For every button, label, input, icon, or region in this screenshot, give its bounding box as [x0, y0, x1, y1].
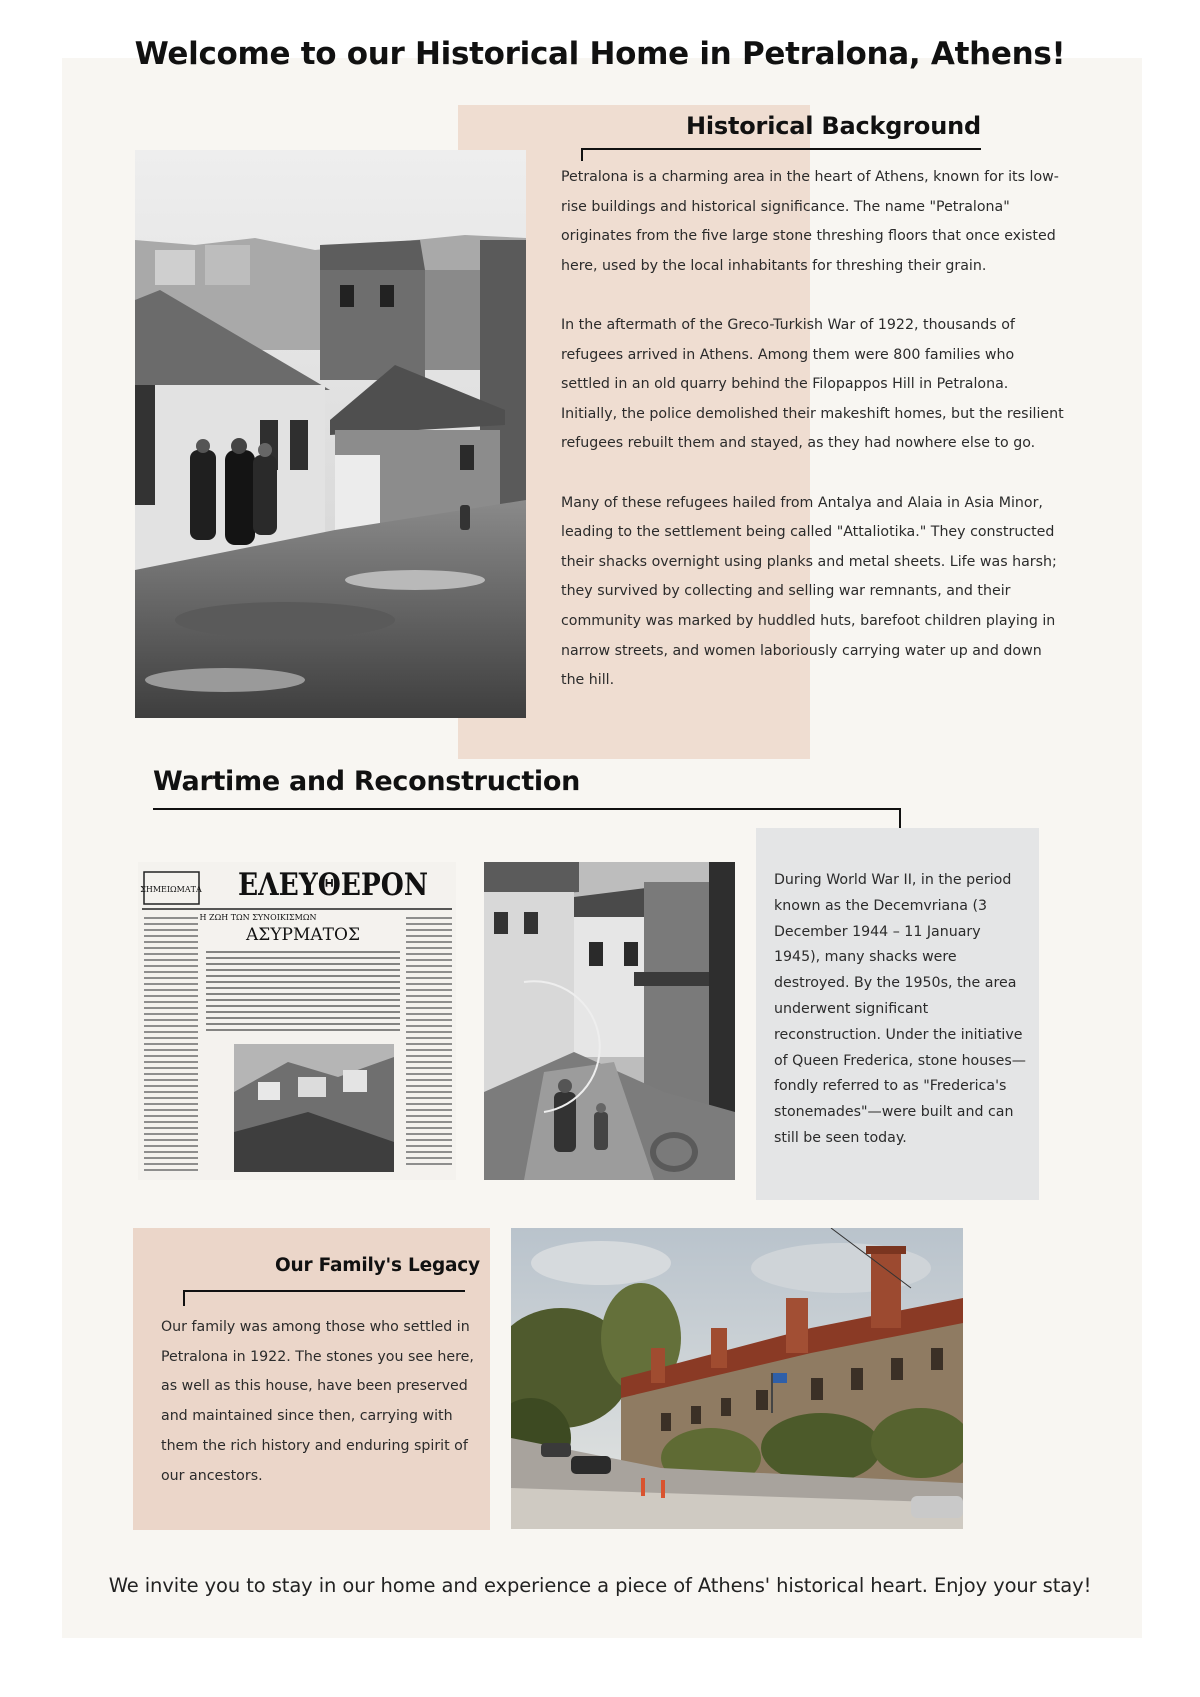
modern-street-photo — [511, 1228, 963, 1529]
wartime-heading-rule — [153, 808, 901, 810]
historical-village-photo — [135, 150, 526, 718]
historical-heading-rule — [581, 148, 981, 150]
historical-paragraph-2: In the aftermath of the Greco-Turkish War of 1922, thousands of refugees arrived in Athens. Among them were 800 families who settled in an old quarry behind the Filopappos Hill in Petralona. Initially, the police demolished their makeshift homes, but the resilient refugees rebuilt them and stayed, as they had nowhere else to go. — [561, 316, 1064, 452]
historical-paragraph-1: Petralona is a charming area in the heart of Athens, known for its low-rise buildings and historical significance. The name "Petralona" originates from the five large stone threshing floors that once existed here, used by the local inhabitants for threshing their grain. — [561, 169, 1059, 274]
newspaper-side-label: ΣΗΜΕΙΩΜΑΤΑ — [140, 885, 202, 894]
newspaper-headline: ΑΣΥΡΜΑΤΟΣ — [246, 925, 360, 945]
legacy-heading: Our Family's Legacy — [275, 1255, 480, 1276]
closing-message: We invite you to stay in our home and experience a piece of Athens' historical heart. Enjoy your stay! — [108, 1574, 1092, 1597]
wartime-heading: Wartime and Reconstruction — [153, 766, 581, 797]
newspaper-clipping — [138, 862, 456, 1180]
newspaper-subhead: Η ΖΩΗ ΤΩΝ ΣΥΝΟΙΚΙΣΜΩΝ — [199, 913, 317, 922]
wartime-text: During World War II, in the period known as the Decemvriana (3 December 1944 – 11 January 1945), many shacks were destroyed. By the 1950s, the area underwent significant reconstruction. Under the initiative of Queen Frederica, stone houses—fondly referred to as "Frederica's stonemades"—were built and can still be seen today. — [774, 872, 1026, 1146]
wartime-street-photo — [484, 862, 735, 1180]
historical-text — [561, 163, 1066, 696]
legacy-heading-rule — [183, 1290, 465, 1292]
historical-paragraph-3: Many of these refugees hailed from Antalya and Alaia in Asia Minor, leading to the settlement being called "Attaliotika." They constructed their shacks overnight using planks and metal sheets. Life was harsh; they survived by collecting and selling war remnants, and their community was marked by huddled huts, barefoot children playing in narrow streets, and women laboriously carrying water up and down the hill. — [561, 494, 1057, 689]
legacy-heading-tick — [183, 1290, 185, 1306]
historical-heading-tick — [581, 148, 583, 161]
legacy-text: Our family was among those who settled in Petralona in 1922. The stones you see here, as well as this house, have been preserved and maintained since then, carrying with them the rich history and enduring spirit of our ancestors. — [161, 1319, 474, 1484]
newspaper-masthead: ΕΛΕΥΘΕΡΟΝ — [238, 867, 428, 903]
historical-heading: Historical Background — [686, 112, 981, 140]
page-title: Welcome to our Historical Home in Petralona, Athens! — [134, 36, 1066, 72]
